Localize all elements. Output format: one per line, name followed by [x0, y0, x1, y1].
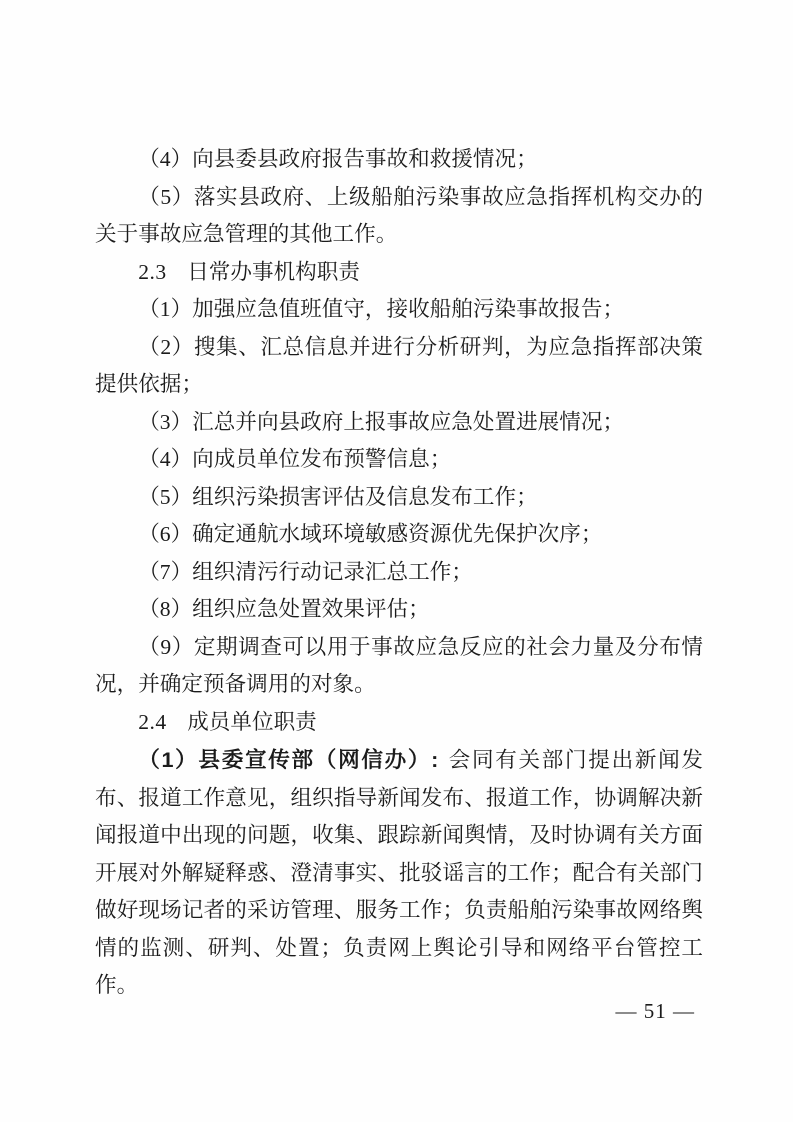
paragraph [95, 179, 703, 254]
section-heading [95, 254, 703, 292]
paragraph-text: （4）向县委县政府报告事故和救援情况； [138, 147, 538, 171]
paragraph [95, 141, 703, 179]
section-title: 成员单位职责 [187, 709, 317, 734]
paragraph [95, 516, 703, 554]
page-number: — 51 — [615, 999, 695, 1023]
paragraph-bold-lead: （1）县委宣传部（网信办）: [138, 747, 439, 772]
paragraph-text: （1）加强应急值班值守，接收船舶污染事故报告； [138, 297, 625, 321]
paragraph [95, 629, 703, 704]
paragraph [95, 741, 703, 1005]
paragraph-text: （8）组织应急处置效果评估； [138, 597, 430, 621]
section-number: 2.3 [138, 259, 167, 284]
section-number: 2.4 [138, 709, 167, 734]
paragraph [95, 441, 703, 479]
paragraph [95, 554, 703, 592]
paragraph [95, 479, 703, 517]
paragraph [95, 404, 703, 442]
paragraph-text: （3）汇总并向县政府上报事故应急处置进展情况； [138, 409, 625, 434]
paragraph-text: （6）确定通航水域环境敏感资源优先保护次序； [138, 522, 603, 546]
section-title: 日常办事机构职责 [187, 259, 360, 284]
paragraph-text: （4）向成员单位发布预警信息； [138, 447, 452, 471]
paragraph-text: （5）组织污染损害评估及信息发布工作； [138, 484, 538, 509]
paragraph-text: （7）组织清污行动记录汇总工作； [138, 559, 473, 584]
paragraph-text: （9）定期调查可以用于事故应急反应的社会力量及分布情况，并确定预备调用的对象。 [95, 634, 703, 696]
section-heading [95, 704, 703, 742]
paragraph-text: （2）搜集、汇总信息并进行分析研判，为应急指挥部决策提供依据； [95, 334, 703, 396]
paragraph [95, 291, 703, 329]
paragraph-text: 会同有关部门提出新闻发布、报道工作意见，组织指导新闻发布、报道工作，协调解决新闻报道中出现的问题，收集、跟踪新闻舆情，及时协调有关方面开展对外解疑释惑、澄清事实、批驳谣言的工作；配合有关部门做好现场记者的采访管理、服务工作；负责船舶污染事故网络舆情的监测、研判、处置；负责网上舆论引导和网络平台管控工作。 [95, 748, 703, 997]
paragraph [95, 329, 703, 404]
paragraph [95, 591, 703, 629]
paragraph-text: （5）落实县政府、上级船舶污染事故应急指挥机构交办的关于事故应急管理的其他工作。 [95, 184, 703, 246]
document-body [95, 141, 703, 1005]
